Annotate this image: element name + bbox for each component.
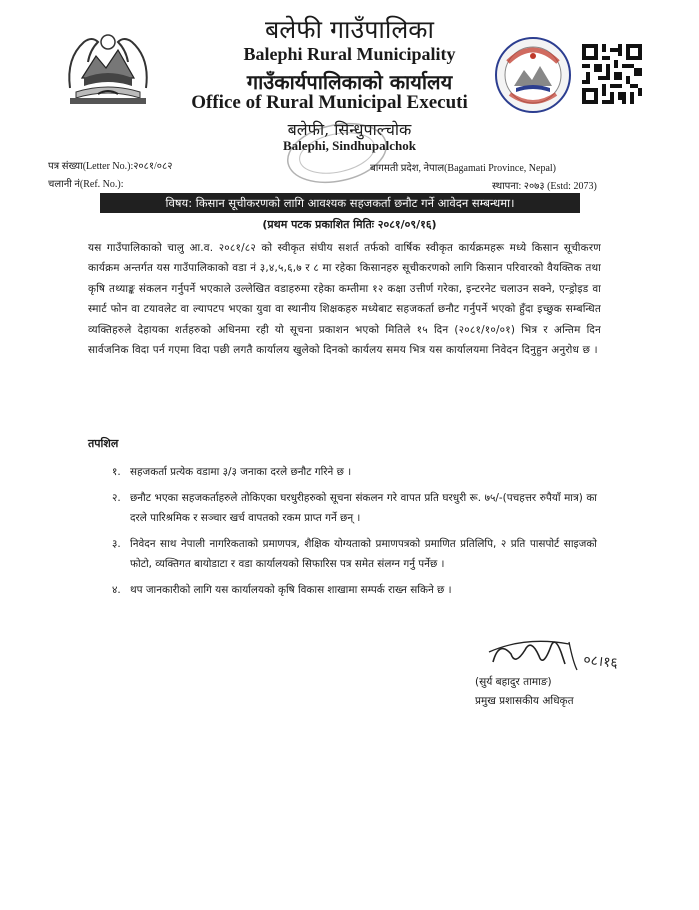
office-name-english: Office of Rural Municipal Executi (191, 92, 468, 113)
province-label: बागमती प्रदेश, नेपाल(Bagamati Province, Nepal) (370, 163, 557, 174)
reference-number: चलानी नं(Ref. No.): (48, 179, 124, 190)
published-date: (प्रथम पटक प्रकाशित मितिः २०८१/०९/१६) (262, 218, 437, 231)
office-stamp (282, 118, 392, 188)
notice-body: यस गाउँपालिकाको चालु आ.व. २०८१/८२ को स्वीकृत संघीय सशर्त तर्फको वार्षिक स्वीकृत कार्यक्रमहरू मध्ये किसान सूचीकरण कार्यक्रम अन्तर्गत यस गाउँपालिकाको वडा नं ३,४,५,६,७ र ८ मा रहेका किसानहरु सूचीकरणको लागि किसान परिवारको वैयक्तिक तथा कृषि तथ्याङ्क संकलन गर्नुपर्ने भएकाले उल्लेखित वडाहरुमा रहेका कम्तीमा १२ कक्षा उत्तीर्ण गरेका, इन्टरनेट चलाउन सक्ने, एन्ड्रोइड वा स्मार्ट फोन वा टयावलेट वा ल्यापटप भएका युवा वा स्थानीय शिक्षकहरु मध्येबाट सहजकर्ता छनौट गर्नुपर्ने भएको हुँदा इच्छुक सम्बन्धित व्यक्तिहरुले देहायका शर्तहरुको अधिनमा रही यो सूचना प्रकाशन भएको मितिले १५ दिन (२०८१/१०/०१) भित्र र अन्तिम दिन सार्वजनिक विदा पर्न गएमा विदा पछी लगतै कार्यालय खुलेको दिनको कार्यलय समय भित्र यस कार्यालयमा निवेदन दिनुहुन अनुरोध छ । (88, 242, 601, 357)
condition-item: ४. थप जानकारीको लागि यस कार्यालयको कृषि विकास शाखामा सम्पर्क राख्न सकिने छ । (112, 583, 452, 596)
subject-bar: विषय: किसान सूचीकरणको लागि आवश्यक सहजकर्ता छनौट गर्ने आवेदन सम्बन्धमा। (100, 193, 580, 213)
signature-date: ०८।१६ (582, 652, 619, 672)
address-nepali: बलेफी, सिन्धुपाल्चोक (287, 120, 412, 139)
conditions-list (112, 462, 597, 605)
condition-item: १. सहजकर्ता प्रत्येक वडामा ३/३ जनाका दरले छनौट गरिने छ । (112, 466, 352, 478)
municipality-name-english: Balephi Rural Municipality (243, 44, 456, 64)
municipality-name-nepali: बलेफी गाउँपालिका (265, 15, 434, 44)
signatory-name: (सुर्य बहादुर तामाङ) (475, 676, 552, 688)
address-english: Balephi, Sindhupalchok (283, 138, 416, 153)
established-label: स्थापना: २०७३ (Estd: 2073) (492, 181, 597, 192)
handwritten-signature (485, 632, 645, 678)
signatory-title: प्रमुख प्रशासकीय अधिकृत (475, 695, 574, 707)
letter-number: पत्र संख्या(Letter No.):२०८१/०८२ (48, 161, 173, 172)
condition-item: २. छनौट भएका सहजकर्ताहरुले तोकिएका घरधुरीहरुको सूचना संकलन गरे वापत प्रति घरधुरी रू. ७५/-(पचहत्तर रुपैयाँ मात्र) का दरले पारिश्रमिक र सञ्चार खर्च वापतको रकम प्राप्त गर्ने छन् । (112, 491, 597, 524)
condition-item: ३. निवेदन साथ नेपाली नागरिकताको प्रमाणपत्र, शैक्षिक योग्यताको प्रमाणपत्रको प्रमाणित प्रतिलिपि, २ प्रति पासपोर्ट साइजको फोटो, व्यक्तिगत बायोडाटा र वडा कार्यालयको सिफारिस पत्र समेत संलग्न गर्नु पर्नेछ । (112, 537, 597, 570)
details-title: तपशिल (88, 437, 119, 450)
office-name-nepali: गाउँकार्यपालिकाको कार्यालय (246, 70, 453, 94)
